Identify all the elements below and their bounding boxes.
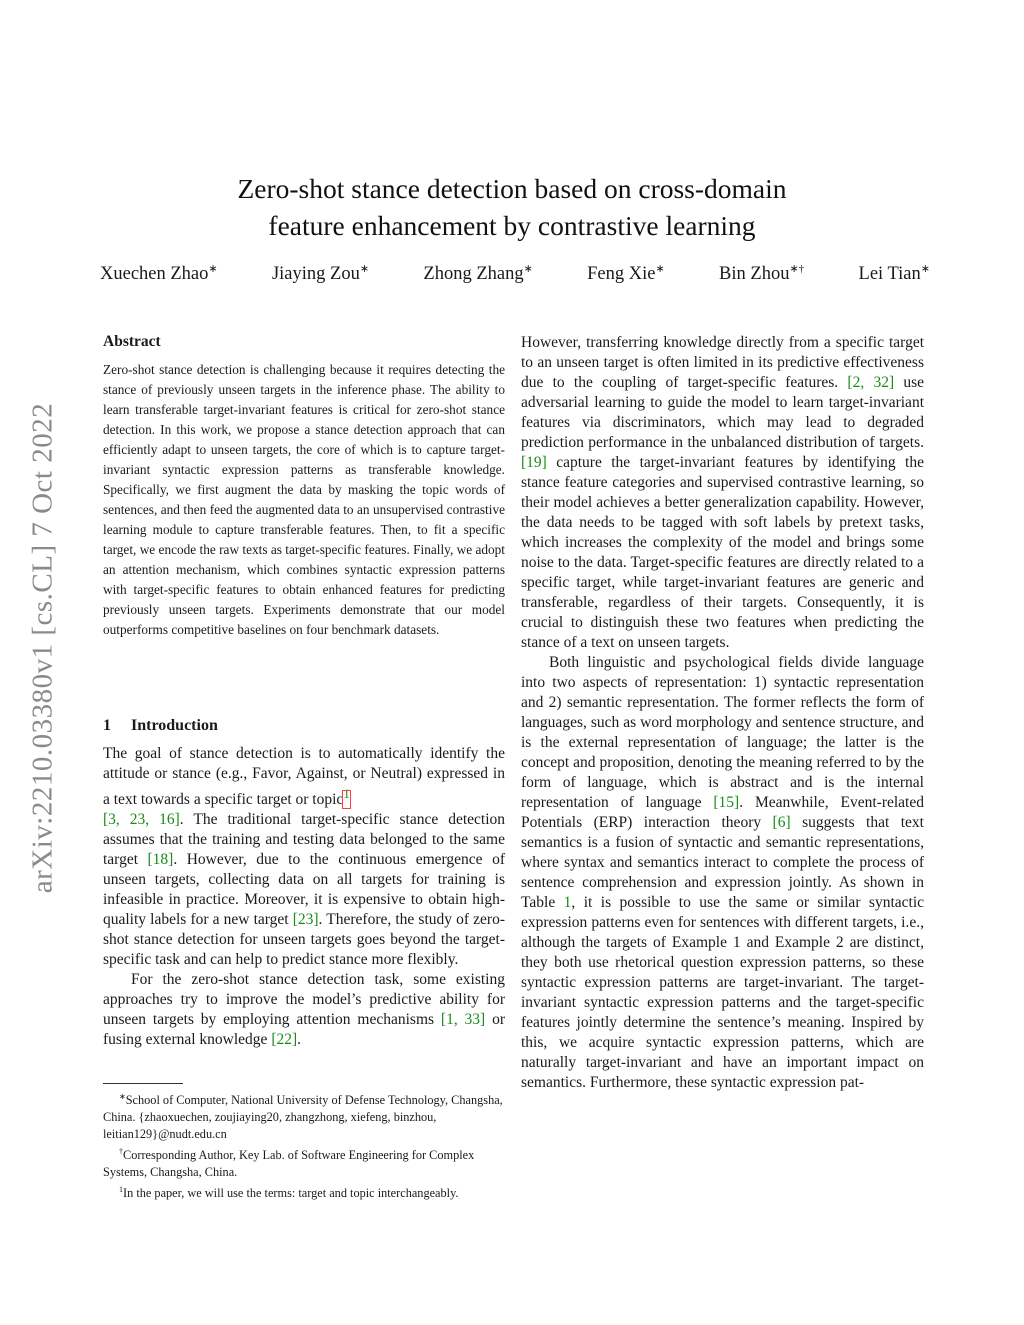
footnote-ref-link[interactable]: 1 — [343, 791, 349, 808]
footnote-rule — [103, 1083, 183, 1084]
abstract-text: Zero-shot stance detection is challenging because it requires detecting the stance of previously unseen targets in the inference phase. The ability to learn transferable target-invariant features is critical for zero-shot stance detection. In this work, we propose a stance detection approach that can efficiently adapt to unseen targets, the core of which is to capture target-invariant syntactic expression patterns as transferable knowledge. Specifically, we first augment the data by masking the topic words of sentences, and then feed the augmented data to an unsupervised contrastive learning module to capture transferable features. Then, to fit a specific target, we encode the raw texts as target-specific features. Finally, we adopt an attention mechanism, which combines syntactic expression patterns with target-specific features to obtain enhanced features for predicting previously unseen targets. Experiments demonstrate that our model outperforms competitive baselines on four benchmark datasets. — [103, 362, 505, 637]
citation-link[interactable]: [15] — [713, 794, 740, 811]
section-title: Introduction — [131, 717, 218, 734]
citation-link[interactable]: [22] — [271, 1031, 298, 1049]
citation-link[interactable]: [1, 33] — [440, 1011, 486, 1029]
author: Feng Xie∗ — [587, 263, 665, 285]
table-ref-link[interactable]: 1 — [563, 894, 572, 911]
citation-link[interactable]: [3, 23, 16] — [103, 811, 180, 829]
title-line-2: feature enhancement by contrastive learning — [268, 210, 756, 241]
right-column-body — [521, 333, 924, 1093]
author: Zhong Zhang∗ — [423, 263, 533, 285]
paragraph: Both linguistic and psychological fields divide language into two aspects of representation: 1) syntactic representation and 2) semantic representation. The former reflects the form of languages, such as word morphology and sentence structure, and is the external representation of language; the latter is the concept and proposition, denoting the meaning referred to by the form of language, which is abstract and is the internal representation of language [15]. Meanwhile, Event-related Potentials (ERP) interaction theory [6] suggests that text semantics is a fusion of syntactic and semantic representations, where syntax and semantics interact to complete the process of sentence comprehension and expression jointly. As shown in Table 1, it is possible to use the same or similar syntactic expression patterns even for sentences with different targets, i.e., although the targets of Example 1 and Example 2 are distinct, they both use rhetorical question expression patterns, so these syntactic expression patterns are target-invariant. The target-invariant syntactic expression patterns and the target-specific features jointly determine the sentence’s meaning. Inspired by this, we acquire syntactic expression patterns, which are naturally target-invariant and have an important impact on semantics. Furthermore, these syntactic expression pat- — [521, 654, 925, 1091]
footnote: ∗School of Computer, National University of Defense Technology, Changsha, China. {zhaoxuechen, zoujiaying20, zhangzhong, xiefeng, binzhou, leitian129}@nudt.edu.cn — [103, 1092, 503, 1142]
abstract-heading: Abstract — [103, 333, 161, 350]
footnote: $^1$In the paper, we will use the terms: target and topic interchangeably. — [119, 1185, 459, 1201]
citation-link[interactable]: [23] — [292, 911, 319, 929]
author: Bin Zhou∗† — [719, 263, 805, 285]
author: Xuechen Zhao∗ — [100, 263, 218, 285]
paragraph: For the zero-shot stance detection task, some existing approaches try to improve the model’s predictive ability for unseen targets by employing attention mechanisms [1, 33] or fusing external knowledge [22]. — [103, 971, 505, 1049]
introduction-body — [103, 744, 505, 1050]
author: Lei Tian∗ — [858, 263, 930, 285]
author-list — [100, 262, 930, 285]
citation-link[interactable]: [6] — [772, 814, 791, 831]
footnotes — [103, 1088, 505, 1202]
title-line-1: Zero-shot stance detection based on cross-domain — [237, 173, 787, 204]
section-number: 1 — [103, 717, 111, 734]
citation-link[interactable]: [2, 32] — [847, 374, 895, 391]
author: Jiaying Zou∗ — [271, 263, 370, 285]
citation-link[interactable]: [18] — [147, 851, 174, 869]
arxiv-stamp-text: arXiv:2210.03380v1 [cs.CL] 7 Oct 2022 — [26, 402, 59, 893]
arxiv-stamp — [25, 365, 61, 930]
paper-title — [150, 170, 874, 244]
section-heading — [103, 717, 505, 735]
paragraph: However, transferring knowledge directly from a specific target to an unseen target is often limited in its predictive effectiveness due to the coupling of target-specific features. [2, 32] use adversarial learning to guide the model to learn target-invariant features via discriminators, which may lead to degraded prediction performance in the unbalanced distribution of targets. [19] capture the target-invariant features by identifying the stance feature categories and supervised contrastive learning, so their model achieves a better generalization capability. However, the data needs to be tagged with soft labels by pretext tasks, which increases the complexity of the model and brings some noise to the data. Target-specific features are directly related to a specific target, while target-invariant features are generic and transferable, regardless of their targets. Consequently, it is crucial to distinguish these two features when predicting the stance of a text on unseen targets. — [521, 334, 925, 651]
paragraph: The goal of stance detection is to automatically identify the attitude or stance (e.g., Favor, Against, or Neutral) expressed in a text towards a specific target or topic$^1$ [3, 23, 16]. The traditional target-specific stance detection assumes that the training and testing data belonged to the same target [18]. However, due to the continuous emergence of unseen targets, collecting data on all targets for training is infeasible in practice. Moreover, it is expensive to obtain high-quality labels for a new target [23]. Therefore, the study of zero-shot stance detection for unseen targets goes beyond the target-specific task and can help to predict stance more flexibly. — [103, 745, 505, 969]
citation-link[interactable]: [19] — [521, 454, 547, 471]
footnote: †Corresponding Author, Key Lab. of Software Engineering for Complex Systems, Changsha, China. — [103, 1147, 475, 1180]
